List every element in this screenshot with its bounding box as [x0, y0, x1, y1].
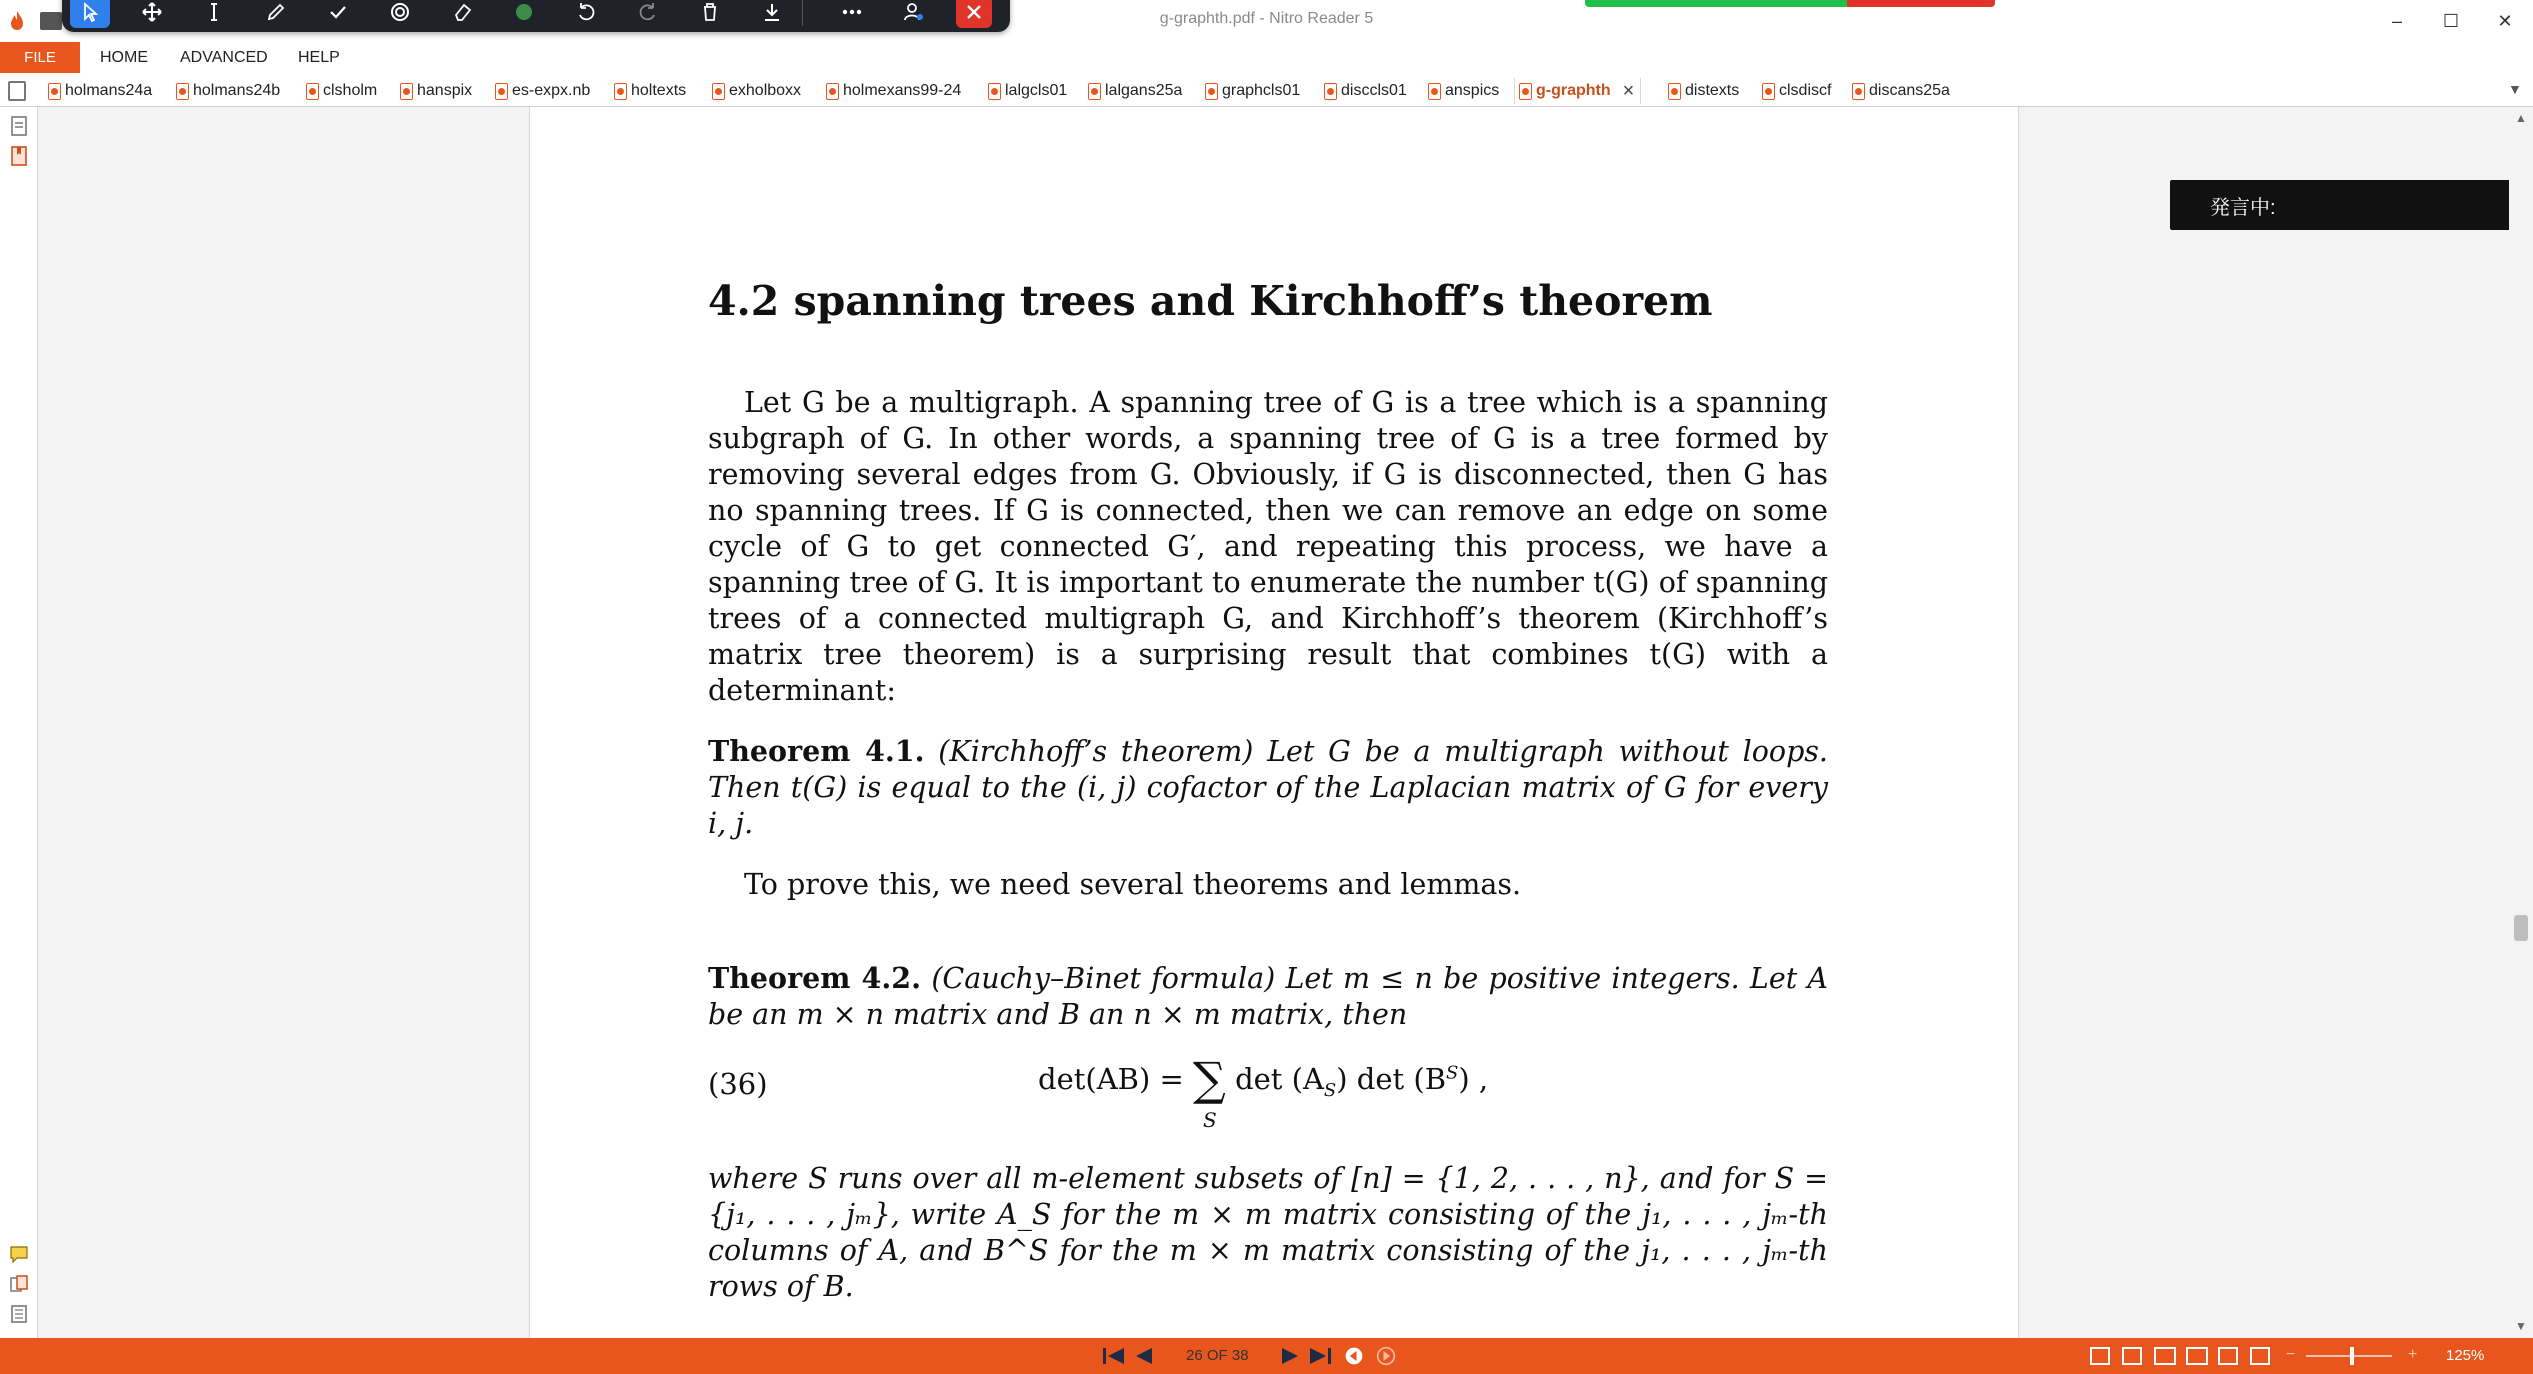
zoom-slider-handle[interactable] — [2350, 1347, 2354, 1365]
doc-tab[interactable]: holmexans99-24 — [826, 78, 961, 104]
equation-number: (36) — [708, 1067, 768, 1101]
user-gear-icon — [903, 1, 925, 23]
more-options-button[interactable] — [832, 0, 872, 28]
theorem-statement: (Cauchy–Binet formula) Let m ≤ n be positive integers. Let A be an m × n matrix and B an n × m matrix, then — [708, 962, 1829, 1031]
doc-tab[interactable]: exholboxx — [712, 78, 801, 104]
eraser-tool-button[interactable] — [442, 0, 482, 28]
pdf-file-icon — [1668, 83, 1681, 100]
minimize-button[interactable]: – — [2391, 10, 2402, 31]
doc-tab[interactable]: discans25a — [1852, 78, 1950, 104]
scroll-down-arrow-icon[interactable]: ▼ — [2515, 1319, 2527, 1333]
progress-bar-red — [1847, 0, 1995, 7]
proof-intro: To prove this, we need several theorems and lemmas. — [744, 868, 1522, 901]
maximize-button[interactable]: ☐ — [2442, 10, 2460, 31]
pdf-file-icon — [1205, 83, 1218, 100]
doc-tab[interactable]: holmans24b — [176, 78, 280, 104]
back-view-icon[interactable] — [1342, 1346, 1366, 1366]
pdf-file-icon — [1519, 83, 1532, 100]
window-title: g-graphth.pdf - Nitro Reader 5 — [1159, 10, 1374, 27]
pdf-file-icon — [48, 83, 61, 100]
doc-tab[interactable]: holtexts — [614, 78, 686, 104]
pdf-file-icon — [614, 83, 627, 100]
status-bar — [0, 1338, 2533, 1374]
close-icon — [963, 1, 985, 23]
pdf-file-icon — [988, 83, 1001, 100]
doc-tab[interactable]: clsholm — [306, 78, 377, 104]
tab-overflow-chevron-icon[interactable]: ▼ — [2508, 81, 2522, 97]
ribbon-menu — [0, 42, 2533, 73]
redo-button[interactable] — [628, 0, 668, 28]
doc-tab[interactable]: es-expx.nb — [495, 78, 590, 104]
full-screen-view-icon[interactable] — [2250, 1347, 2270, 1365]
scroll-thumb[interactable] — [2514, 915, 2528, 941]
scroll-up-arrow-icon[interactable]: ▲ — [2515, 111, 2527, 125]
file-menu-tab[interactable]: FILE — [0, 42, 80, 73]
move-icon — [141, 1, 163, 23]
floating-toolbar — [62, 0, 1010, 32]
theorem-statement: (Kirchhoff’s theorem) Let G be a multigraph without loops. Then t(G) is equal to the (i, j) cofactor of the Laplacian matrix of G for every i, j. — [708, 735, 1828, 840]
advanced-menu-tab[interactable]: ADVANCED — [180, 48, 268, 66]
zoom-slider[interactable] — [2306, 1355, 2392, 1357]
pdf-file-icon — [176, 83, 189, 100]
trash-icon — [699, 1, 721, 23]
zoom-in-icon[interactable]: + — [2408, 1346, 2418, 1363]
next-page-icon[interactable] — [1278, 1346, 1300, 1366]
pan-tool-button[interactable] — [132, 0, 172, 28]
attachments-icon[interactable] — [8, 1273, 30, 1295]
first-page-icon[interactable] — [1100, 1346, 1128, 1366]
theorem-4-2 — [708, 960, 1828, 1033]
previous-page-icon[interactable] — [1134, 1346, 1156, 1366]
doc-tab[interactable]: distexts — [1668, 78, 1739, 104]
checkmark-icon — [327, 1, 349, 23]
close-window-button[interactable]: ✕ — [2497, 10, 2513, 31]
pdf-file-icon — [1762, 83, 1775, 100]
theorem-4-1 — [708, 733, 1828, 842]
home-menu-tab[interactable]: HOME — [100, 48, 148, 66]
help-menu-tab[interactable]: HELP — [298, 48, 340, 66]
close-toolbar-button[interactable] — [956, 0, 992, 28]
doc-tab[interactable]: holmans24a — [48, 78, 152, 104]
doc-tab[interactable]: clsdiscf — [1762, 78, 1831, 104]
color-picker-button[interactable] — [504, 0, 544, 28]
facing-continuous-view-icon[interactable] — [2186, 1347, 2208, 1365]
delete-button[interactable] — [690, 0, 730, 28]
pdf-file-icon — [826, 83, 839, 100]
pdf-page — [529, 107, 2019, 1338]
pen-icon — [265, 1, 287, 23]
section-title: 4.2 spanning trees and Kirchhoff’s theorem — [708, 277, 1713, 325]
undo-button[interactable] — [566, 0, 606, 28]
close-tab-icon[interactable]: × — [1622, 79, 1635, 102]
intro-paragraph: Let G be a multigraph. A spanning tree of G is a tree which is a spanning subgraph of G. In other words, a spanning tree of G is a tree formed by removing several edges from G. Obviously, if G is disconnected, then G has no spanning trees. If G is connected, then we can remove an edge on some cycle of G to get connected G′, and repeating this process, we have a spanning tree of G. It is important to enumerate the number t(G) of spanning trees of a connected multigraph G, and Kirchhoff’s theorem (Kirchhoff’s matrix tree theorem) is a surprising result that combines t(G) with a determinant: — [708, 386, 1828, 707]
undo-icon — [575, 1, 597, 23]
theorem-heading: Theorem 4.2. — [708, 961, 922, 995]
text-cursor-icon — [203, 1, 225, 23]
eraser-icon — [451, 1, 473, 23]
progress-bar-green — [1585, 0, 1847, 7]
stamp-tool-button[interactable] — [380, 0, 420, 28]
cursor-icon — [79, 1, 101, 23]
download-icon — [761, 1, 783, 23]
check-tool-button[interactable] — [318, 0, 358, 28]
stamp-icon — [389, 1, 411, 23]
last-page-icon[interactable] — [1306, 1346, 1334, 1366]
doc-tab[interactable]: hanspix — [400, 78, 472, 104]
select-tool-button[interactable] — [70, 0, 110, 28]
pen-tool-button[interactable] — [256, 0, 296, 28]
doc-tab[interactable]: lalgcls01 — [988, 78, 1067, 104]
forward-view-icon[interactable] — [1374, 1346, 1398, 1366]
page-number-indicator[interactable]: 26 OF 38 — [1186, 1347, 1249, 1364]
continuous-view-icon[interactable] — [2122, 1347, 2142, 1365]
pdf-file-icon — [712, 83, 725, 100]
doc-tab[interactable]: disccls01 — [1324, 78, 1407, 104]
navigation-panel — [0, 107, 38, 1338]
equation: det(AB) = ∑ S $\det (A_S)$ $\det (B^S)$ , — [1038, 1052, 1489, 1132]
vertical-scrollbar[interactable] — [2509, 107, 2533, 1338]
text-tool-button[interactable] — [194, 0, 234, 28]
pdf-file-icon — [495, 83, 508, 100]
page-thumbnails-icon[interactable] — [8, 115, 30, 137]
document-viewer[interactable] — [39, 107, 2509, 1338]
download-button[interactable] — [752, 0, 792, 28]
color-dot-icon — [513, 1, 535, 23]
toolbar-divider — [802, 0, 803, 26]
doc-tab[interactable]: anspics — [1428, 78, 1499, 104]
zoom-out-icon[interactable]: − — [2286, 1346, 2296, 1363]
formula-explanation: where S runs over all m-element subsets of [n] = {1, 2, . . . , n}, and for S = {j₁, . . . , jₘ}, write A_S for the m × m matrix consisting of the j₁, . . . , jₘ-th columns of A, and B^S for the m × m matrix consisting of the j₁, . . . , jₘ-th rows of B. — [708, 1162, 1828, 1303]
zoom-level[interactable]: 125% — [2446, 1347, 2485, 1364]
single-page-view-icon[interactable] — [2090, 1347, 2110, 1365]
pdf-file-icon — [1324, 83, 1337, 100]
speaking-indicator: 発言中: — [2170, 180, 2512, 230]
doc-tab[interactable]: graphcls01 — [1205, 78, 1300, 104]
more-dots-icon — [841, 1, 863, 23]
redo-icon — [637, 1, 659, 23]
pdf-file-icon — [306, 83, 319, 100]
user-settings-button[interactable] — [894, 0, 934, 28]
theorem-heading: Theorem 4.1. — [708, 734, 925, 768]
comments-icon[interactable] — [8, 1243, 30, 1265]
layers-icon[interactable] — [8, 1303, 30, 1325]
pdf-file-icon — [1428, 83, 1441, 100]
document-tab-strip — [0, 73, 2533, 107]
pdf-file-icon — [400, 83, 413, 100]
facing-view-icon[interactable] — [2154, 1347, 2176, 1365]
pdf-file-icon — [1852, 83, 1865, 100]
fit-page-view-icon[interactable] — [2218, 1347, 2238, 1365]
sum-symbol: ∑ S — [1193, 1052, 1226, 1132]
doc-tab[interactable]: lalgans25a — [1088, 78, 1182, 104]
tab-list-icon[interactable] — [8, 81, 26, 101]
bookmarks-icon[interactable] — [8, 145, 30, 167]
pdf-file-icon — [1088, 83, 1101, 100]
doc-tab-active[interactable]: g-graphth × — [1514, 78, 1641, 104]
